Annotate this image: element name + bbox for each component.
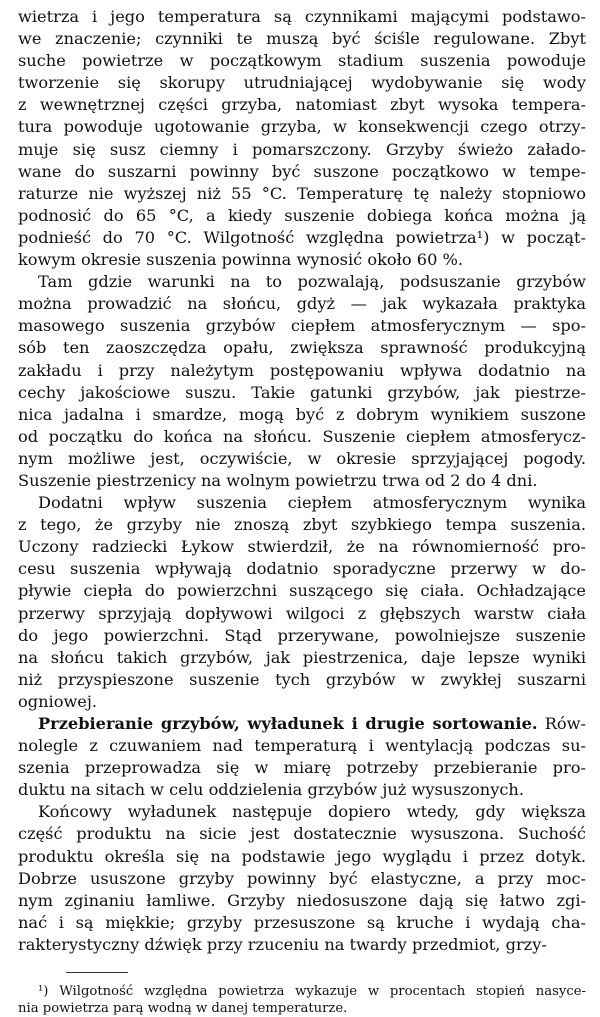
text-line: do jego powierzchni. Stąd przerywane, powolniejsze suszenie xyxy=(18,625,586,645)
text-line: masowego suszenia grzybów ciepłem atmosferycznym — spo- xyxy=(18,316,586,336)
text-line: nolegle z czuwaniem nad temperaturą i wentylacją podczas su- xyxy=(18,736,586,756)
paragraph xyxy=(18,801,586,956)
text-line: Końcowy wyładunek następuje dopiero wtedy, gdy większa xyxy=(38,802,586,822)
text-line: zakładu i przy należytym postępowaniu wpływa dodatnio na xyxy=(18,360,586,380)
body-text xyxy=(18,6,586,956)
text-line: kowym okresie suszenia powinna wynosić około 60 %. xyxy=(18,250,464,270)
text-line: nym możliwe jest, oczywiście, w okresie sprzyjającej pogody. xyxy=(18,448,586,468)
text-line: Suszenie piestrzenicy na wolnym powietrzu trwa od 2 do 4 dni. xyxy=(18,470,538,490)
text-line: cesu suszenia wpływają dodatnio sporadyczne przerwy w do- xyxy=(18,559,586,579)
text-line: tura powoduje ugotowanie grzyba, w konsekwencji czego otrzy- xyxy=(18,117,586,137)
text-line: Dodatni wpływ suszenia ciepłem atmosferycznym wynika xyxy=(38,493,586,513)
text-line: raturze nie wyższej niż 55 °C. Temperaturę tę należy stopniowo xyxy=(18,183,586,203)
text-line: suche powietrze w początkowym stadium suszenia powoduje xyxy=(18,51,586,71)
paragraph xyxy=(18,6,586,271)
text-line: muje się susz ciemny i pomarszczony. Grzyby świeżo załado- xyxy=(18,139,586,159)
text-line: duktu na sitach w celu oddzielenia grzybów już wysuszonych. xyxy=(18,780,525,800)
footnote-line: ¹) Wilgotność względna powietrza wykazuje w procentach stopień nasyce- xyxy=(38,984,586,1000)
text-line: podnosić do 65 °C, a kiedy suszenie dobiega końca można ją xyxy=(18,205,586,225)
text-line: z wewnętrznej części grzyba, natomiast zbyt wysoka tempera- xyxy=(18,95,586,115)
text-line: od początku do końca na słońcu. Suszenie ciepłem atmosferycz- xyxy=(18,426,586,446)
text-line: podnieść do 70 °C. Wilgotność względna powietrza¹) w począt- xyxy=(18,227,586,247)
text-line: Tam gdzie warunki na to pozwalają, podsuszanie grzybów xyxy=(38,272,586,292)
text-line: rakterystyczny dźwięk przy rzuceniu na twardy przedmiot, grzy- xyxy=(18,934,547,954)
text-line: produktu określa się na podstawie jego wyglądu i przez dotyk. xyxy=(18,846,586,866)
text-line: Uczony radziecki Łykow stwierdził, że na równomierność pro- xyxy=(18,537,586,557)
text-line: można prowadzić na słońcu, gdyż — jak wykazała praktyka xyxy=(18,294,586,314)
paragraph xyxy=(18,492,586,713)
text-line: wane do suszarni powinny być suszone początkowo w tempe- xyxy=(18,161,586,181)
text-line: niż przyspieszone suszenie tych grzybów w zwykłej suszarni xyxy=(18,669,586,689)
text-run: Rów- xyxy=(537,714,586,733)
text-line: nać i są miękkie; grzyby przesuszone są kruche i wydają cha- xyxy=(18,912,586,932)
footnote-rule xyxy=(66,972,128,973)
text-line: cechy jakościowe suszu. Takie gatunki grzybów, jak piestrze- xyxy=(18,382,586,402)
footnote-line: nia powietrza parą wodną w danej temperaturze. xyxy=(18,1001,348,1017)
text-line: szenia przeprowadza się w miarę potrzeby przebieranie pro- xyxy=(18,758,586,778)
text-line: część produktu na sicie jest dostatecznie wysuszona. Suchość xyxy=(18,824,586,844)
text-line: przerwy sprzyjają dopływowi wilgoci z głębszych warstw ciała xyxy=(18,603,586,623)
text-line: z tego, że grzyby nie znoszą zbyt szybkiego tempa suszenia. xyxy=(18,515,586,535)
text-line: nica jadalna i smardze, mogą być z dobrym wynikiem suszone xyxy=(18,404,586,424)
text-line: ogniowej. xyxy=(18,691,98,711)
text-line: sób ten zaoszczędza opału, zwiększa sprawność produkcyjną xyxy=(18,338,586,358)
text-line: wietrza i jego temperatura są czynnikami mającymi podstawo- xyxy=(18,7,586,26)
text-line: tworzenie się skorupy utrudniającej wydobywanie się wody xyxy=(18,73,586,93)
text-line xyxy=(18,713,586,735)
text-line: pływie ciepła do powierzchni suszącego się ciała. Ochładzające xyxy=(18,581,586,601)
text-line: we znaczenie; czynniki te muszą być ściśle regulowane. Zbyt xyxy=(18,29,586,49)
section-heading: Przebieranie grzybów, wyładunek i drugie sortowanie. xyxy=(38,714,538,733)
paragraph xyxy=(18,713,586,801)
text-line: Dobrze ususzone grzyby powinny być elastyczne, a przy moc- xyxy=(18,868,586,888)
paragraph xyxy=(18,271,586,492)
text-line: nym zginaniu łamliwe. Grzyby niedosuszone dają się łatwo zgi- xyxy=(18,890,586,910)
text-line: na słońcu takich grzybów, jak piestrzenica, daje lepsze wyniki xyxy=(18,647,586,667)
footnote xyxy=(18,983,586,1017)
